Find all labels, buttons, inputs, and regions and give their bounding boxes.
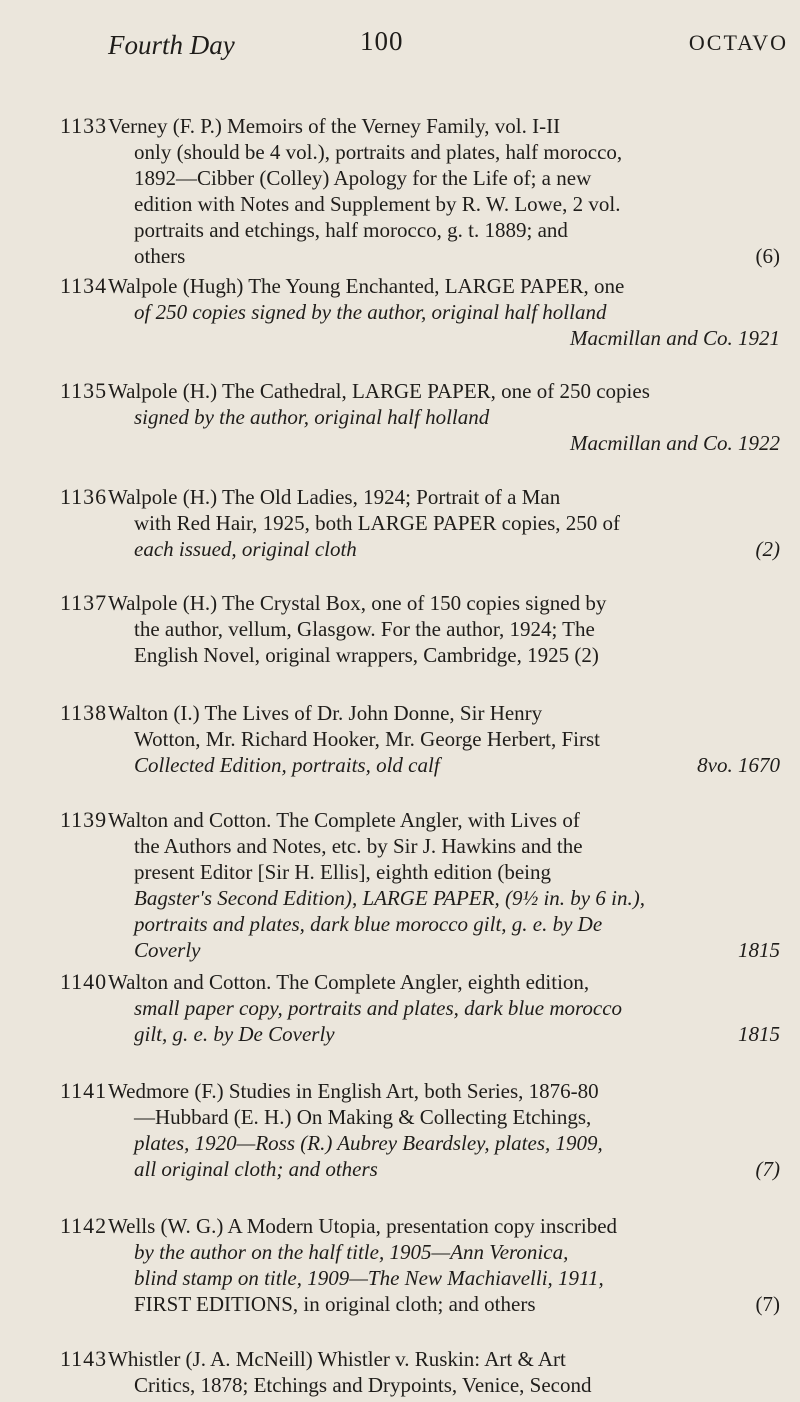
lot-line: Walpole (Hugh) The Young Enchanted, LARGE PAPER, one bbox=[108, 274, 625, 298]
lot-date: (7) bbox=[755, 1292, 780, 1316]
lot-number: 1142 bbox=[60, 1213, 108, 1238]
lot-description bbox=[108, 378, 788, 456]
lot-line: each issued, original cloth bbox=[134, 537, 357, 561]
lot-line: only (should be 4 vol.), portraits and plates, half morocco, bbox=[134, 140, 623, 164]
lot-line: Collected Edition, portraits, old calf bbox=[134, 753, 440, 777]
lot-line: Walpole (H.) The Crystal Box, one of 150 copies signed by bbox=[108, 591, 607, 615]
lot-date: (7) bbox=[755, 1157, 780, 1181]
lot-description bbox=[108, 700, 788, 778]
lot-number: 1139 bbox=[60, 807, 108, 832]
lot-number: 1138 bbox=[60, 700, 108, 725]
header-format: OCTAVO bbox=[688, 30, 788, 55]
lot-line: Wotton, Mr. Richard Hooker, Mr. George Herbert, First bbox=[134, 727, 600, 751]
lot-line: plates, 1920—Ross (R.) Aubrey Beardsley, plates, 1909, bbox=[134, 1131, 603, 1155]
lot-line: Walton and Cotton. The Complete Angler, eighth edition, bbox=[108, 970, 590, 994]
lot-line: —Hubbard (E. H.) On Making & Collecting Etchings, bbox=[134, 1105, 592, 1129]
lot-line: Verney (F. P.) Memoirs of the Verney Family, vol. I-II bbox=[108, 114, 561, 138]
lot-line: Whistler (J. A. McNeill) Whistler v. Ruskin: Art & Art bbox=[108, 1347, 566, 1371]
lot-line: Walton and Cotton. The Complete Angler, with Lives of bbox=[108, 808, 580, 832]
page-header bbox=[0, 12, 800, 60]
lot-date: 1815 bbox=[738, 1022, 780, 1046]
lot-line: English Novel, original wrappers, Cambridge, 1925 (2) bbox=[134, 643, 599, 667]
lot-description bbox=[108, 1346, 788, 1398]
lot-number: 1141 bbox=[60, 1078, 108, 1103]
lot-number: 1133 bbox=[60, 113, 108, 138]
lot-number: 1143 bbox=[60, 1346, 108, 1371]
lot-line: Walton (I.) The Lives of Dr. John Donne, Sir Henry bbox=[108, 701, 543, 725]
lot-description bbox=[108, 807, 788, 963]
lot-date: 8vo. 1670 bbox=[697, 753, 780, 777]
lot-line: all original cloth; and others bbox=[134, 1157, 378, 1181]
lot-date: (6) bbox=[755, 244, 780, 268]
lot-date: Macmillan and Co. 1921 bbox=[570, 326, 780, 350]
lot-description bbox=[108, 273, 788, 351]
lot-line: portraits and etchings, half morocco, g. t. 1889; and bbox=[134, 218, 568, 242]
lot-date: Macmillan and Co. 1922 bbox=[570, 431, 780, 455]
lot-line: Bagster's Second Edition), LARGE PAPER, (9½ in. by 6 in.), bbox=[134, 886, 645, 910]
lot-line: Coverly bbox=[134, 938, 201, 962]
lot-line: present Editor [Sir H. Ellis], eighth edition (being bbox=[134, 860, 552, 884]
lot-line: Wedmore (F.) Studies in English Art, both Series, 1876-80 bbox=[108, 1079, 599, 1103]
lot-line: the Authors and Notes, etc. by Sir J. Hawkins and the bbox=[134, 834, 583, 858]
lot-number: 1134 bbox=[60, 273, 108, 298]
lot-description bbox=[108, 113, 788, 269]
lot-line: by the author on the half title, 1905—Ann Veronica, bbox=[134, 1240, 569, 1264]
lot-line: Critics, 1878; Etchings and Drypoints, Venice, Second bbox=[134, 1373, 592, 1397]
lot-line: portraits and plates, dark blue morocco gilt, g. e. by De bbox=[134, 912, 603, 936]
lot-line: the author, vellum, Glasgow. For the author, 1924; The bbox=[134, 617, 595, 641]
lot-line: small paper copy, portraits and plates, dark blue morocco bbox=[134, 996, 623, 1020]
page-number: 100 bbox=[360, 26, 404, 56]
lot-description bbox=[108, 484, 788, 562]
lot-line: FIRST EDITIONS, in original cloth; and others bbox=[134, 1292, 536, 1316]
lot-line: with Red Hair, 1925, both LARGE PAPER copies, 250 of bbox=[134, 511, 621, 535]
header-day: Fourth Day bbox=[108, 30, 235, 60]
lot-description bbox=[108, 1213, 788, 1317]
lot-line: Walpole (H.) The Old Ladies, 1924; Portrait of a Man bbox=[108, 485, 561, 509]
lot-description bbox=[108, 1078, 788, 1182]
lot-date: 1815 bbox=[738, 938, 780, 962]
lot-description bbox=[108, 969, 788, 1047]
lot-date: (2) bbox=[755, 537, 780, 561]
lot-number: 1137 bbox=[60, 590, 108, 615]
lot-line: signed by the author, original half holland bbox=[134, 405, 490, 429]
lot-line: 1892—Cibber (Colley) Apology for the Life of; a new bbox=[134, 166, 592, 190]
lot-line: Walpole (H.) The Cathedral, LARGE PAPER, one of 250 copies bbox=[108, 379, 650, 403]
lot-description bbox=[108, 590, 788, 668]
lot-line: gilt, g. e. by De Coverly bbox=[134, 1022, 335, 1046]
lot-number: 1135 bbox=[60, 378, 108, 403]
lot-line: edition with Notes and Supplement by R. W. Lowe, 2 vol. bbox=[134, 192, 621, 216]
lot-line: of 250 copies signed by the author, original half holland bbox=[134, 300, 607, 324]
lot-line: blind stamp on title, 1909—The New Machiavelli, 1911, bbox=[134, 1266, 604, 1290]
lot-number: 1136 bbox=[60, 484, 108, 509]
lot-line: others bbox=[134, 244, 186, 268]
lot-number: 1140 bbox=[60, 969, 108, 994]
lot-line: Wells (W. G.) A Modern Utopia, presentation copy inscribed bbox=[108, 1214, 618, 1238]
